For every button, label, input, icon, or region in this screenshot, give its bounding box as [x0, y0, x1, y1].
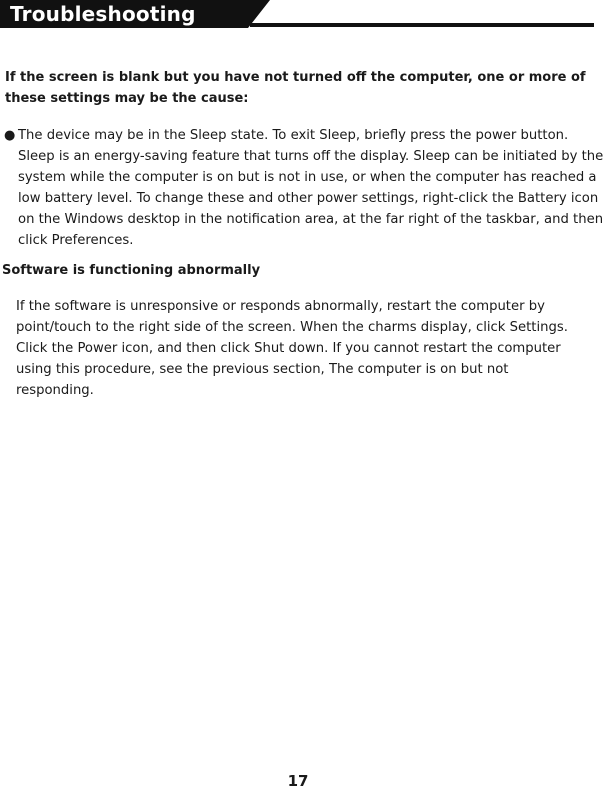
list-item-text: The device may be in the Sleep state. To exit Sleep, briefly press the power button. Sleep is an energy-saving feature that turns off the display. Sleep can be initiated by the system while the computer is on but is not in use, or when the computer has reached a low battery level. To change these and other power settings, right-click the Battery icon on the Windows desktop in the notification area, at the far right of the taskbar, and then click Preferences. — [18, 128, 604, 248]
bullet-icon: ● — [4, 128, 16, 143]
section-body: If the software is unresponsive or responds abnormally, restart the computer by point/touch to the right side of the screen. When the charms display, click Settings. Click the Power icon, and then click Shut down. If you cannot restart the computer using this procedure, see the previous section, The computer is on but not responding. — [16, 299, 568, 398]
header-rule — [250, 23, 594, 27]
page-number: 17 — [287, 772, 309, 790]
section-heading: Software is functioning abnormally — [2, 263, 261, 278]
intro-text: If the screen is blank but you have not turned off the computer, one or more of these settings may be the cause: — [5, 70, 586, 106]
page-header — [0, 0, 610, 30]
page-title: Troubleshooting — [10, 2, 196, 26]
list-item — [4, 125, 606, 251]
